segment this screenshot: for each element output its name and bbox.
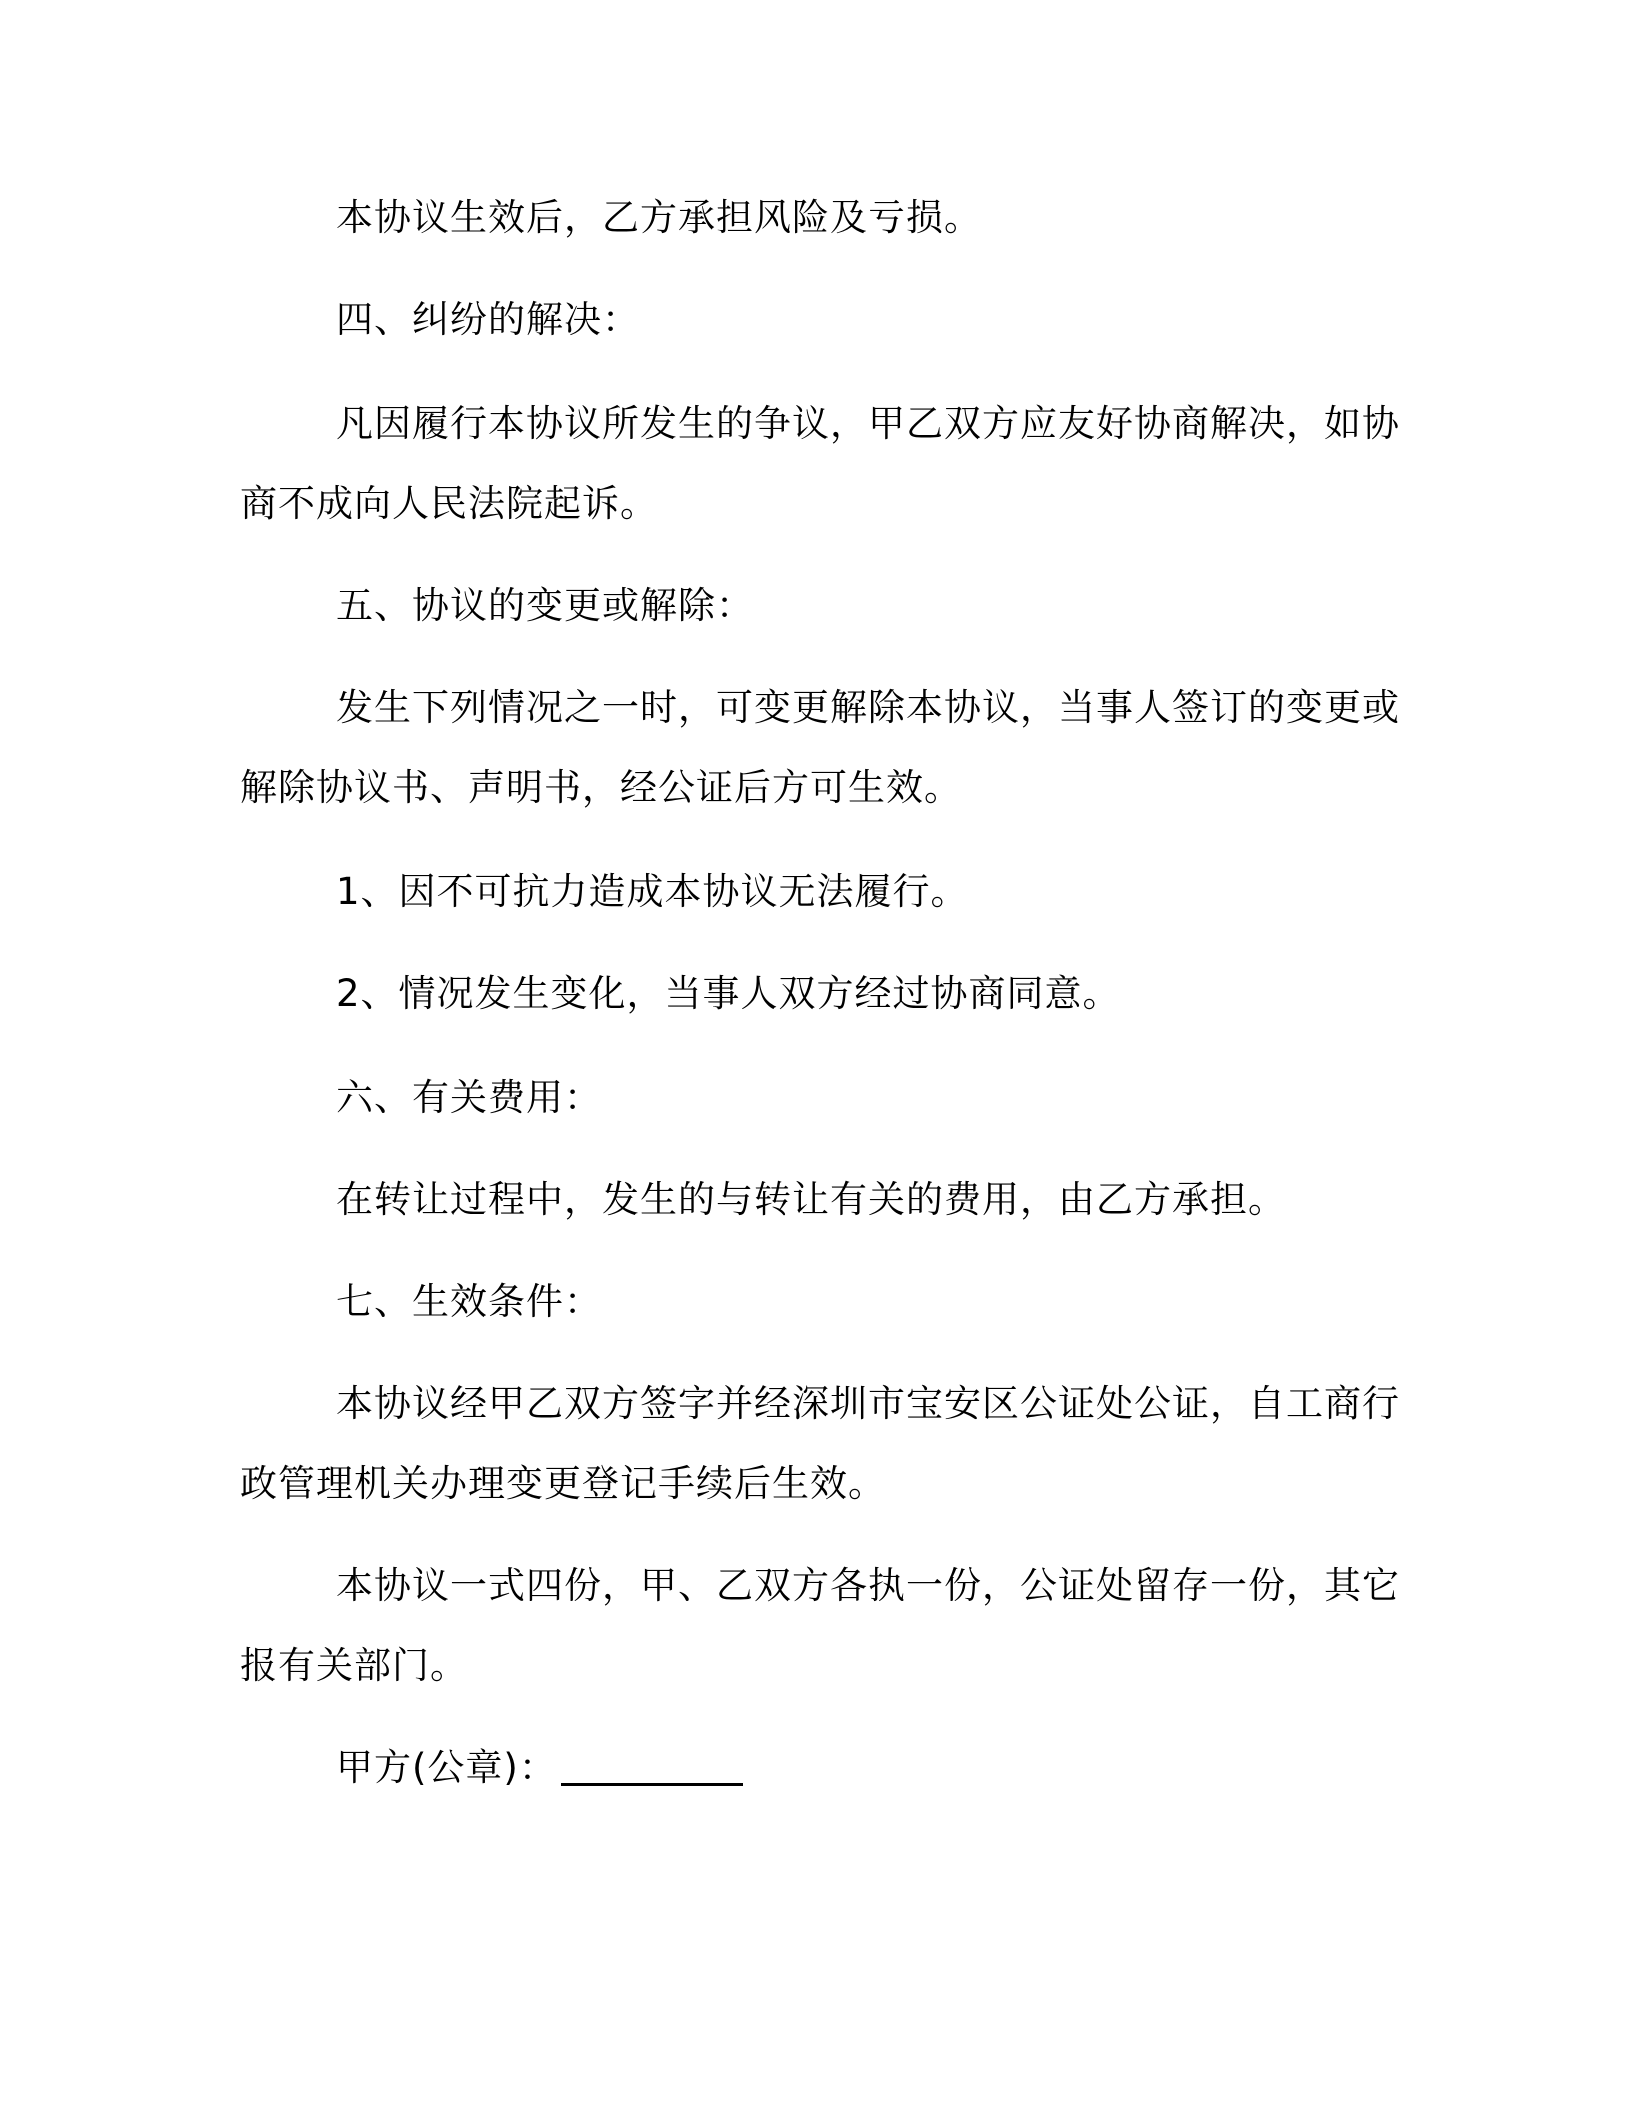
text-line: 政管理机关办理变更登记手续后生效。 [240, 1462, 886, 1505]
text-line: 报有关部门。 [240, 1644, 468, 1687]
paragraph-amendment [240, 668, 1400, 828]
text-line: 1、因不可抗力造成本协议无法履行。 [336, 870, 969, 913]
heading-amendment [240, 566, 1380, 646]
text-line: 七、生效条件： [336, 1280, 602, 1323]
text-line: 解除协议书、声明书，经公证后方可生效。 [240, 766, 962, 809]
text-line: 商不成向人民法院起诉。 [240, 482, 658, 525]
text-line: 六、有关费用： [336, 1076, 602, 1119]
text-line: 凡因履行本协议所发生的争议，甲乙双方应友好协商解决，如协 [336, 402, 1400, 445]
signature-label: 甲方(公章)： [336, 1746, 557, 1789]
text-line: 四、纠纷的解决： [336, 298, 640, 341]
text-line: 本协议生效后，乙方承担风险及亏损。 [336, 196, 982, 239]
list-item-force-majeure [240, 852, 1380, 932]
paragraph-risk [240, 178, 1380, 258]
text-line: 在转让过程中，发生的与转让有关的费用，由乙方承担。 [336, 1178, 1286, 1221]
signature-party-a [240, 1728, 1380, 1808]
paragraph-fees [240, 1160, 1380, 1240]
text-line: 2、情况发生变化，当事人双方经过协商同意。 [336, 972, 1121, 1015]
text-line: 本协议一式四份，甲、乙双方各执一份，公证处留存一份，其它 [336, 1564, 1400, 1607]
heading-fees [240, 1058, 1380, 1138]
text-line: 本协议经甲乙双方签字并经深圳市宝安区公证处公证，自工商行 [336, 1382, 1400, 1425]
list-item-change [240, 954, 1380, 1034]
signature-blank[interactable] [561, 1743, 743, 1786]
heading-dispute-resolution [240, 280, 1380, 360]
paragraph-dispute [240, 384, 1400, 544]
text-line: 发生下列情况之一时，可变更解除本协议，当事人签订的变更或 [336, 686, 1400, 729]
paragraph-effective [240, 1364, 1400, 1524]
text-line: 五、协议的变更或解除： [336, 584, 754, 627]
heading-effective-conditions [240, 1262, 1380, 1342]
paragraph-copies [240, 1546, 1400, 1706]
